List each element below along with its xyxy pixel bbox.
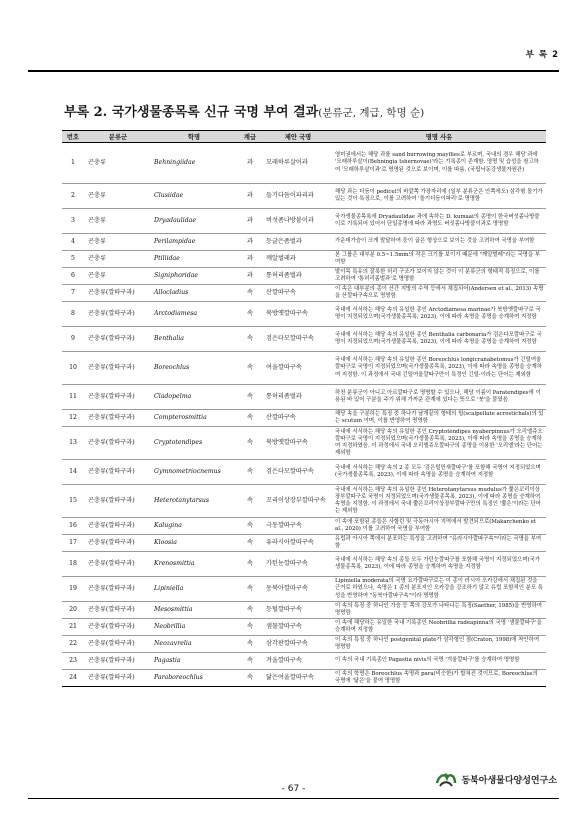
row-reason: 하천 분류군이 아니고 아르깔따구로 명명할 수 있으나, 해당 이름이 Paratendipes에 이용된 바 있어 구분을 주기 위해 가까운 관계에 있다는 뜻으로 '붓'을 붙였음 [332,385,546,410]
row-reason: 국내에 서식하는 해당 속의 유일한 종인 Benthalia carbonaria가 검은다모깔따구로 국명이 지정되었으며(국가생물종목록, 2023), 이에 따라 속명을 종명을 승계하여 지정함 [332,327,546,352]
row-reason: 이 속에 해당하는 유일한 국내 기록종인 Neobrillia radeapinna의 국명 '샘물깔따구'을 승계하여 지정함 [332,619,546,636]
table-row [62,577,546,602]
row-group: 곤충류 [84,184,152,209]
row-rank: 속 [236,460,264,485]
row-number: 22 [62,636,84,653]
row-number: 18 [62,552,84,577]
table-row [62,352,546,385]
table-row [62,670,546,687]
row-group: 곤충류(깔따구과) [84,302,152,327]
row-proposed-name: 유라시아깔따구속 [264,535,332,552]
row-reason: 국내에 서식하는 해당 속의 유일한 종인 Arctodiamesa marinae가 북방옛깔따구로 국명이 지정되었으며(국가생물종목록, 2023), 이에 따라 속명을 종명을 승계하여 지정함 [332,302,546,327]
running-head: 부 록 2 [525,50,559,60]
org-name: 동북아생물다양성연구소 [461,776,557,786]
row-scientific-name: Neobrillia [152,619,236,636]
row-rank: 속 [236,552,264,577]
row-proposed-name: 등글은좀벌과 [264,234,332,251]
row-number: 21 [62,619,84,636]
row-group: 곤충류(깔따구과) [84,535,152,552]
row-proposed-name: 버섯좀나방붙이과 [264,209,332,234]
col-header-reason: 명명 사유 [332,131,546,143]
row-number: 4 [62,234,84,251]
row-reason: 국내에 서식하는 해당 속의 유일한 종인 Boreochlus longicranabetomus가 긴털여울깔따구로 국명이 지정되었으며(국가생물종목록, 2023), 이에 따라 속명을 종명을 승계하여 지정함. 이 과정에서 국내 긴털여울깔따구만이 특정인 긴털-이라는 단어는 제외함 [332,352,546,385]
row-group: 곤충류(깔따구과) [84,602,152,619]
row-scientific-name: Behningiidae [152,143,236,184]
row-group: 곤충류 [84,143,152,184]
row-scientific-name: Kloosia [152,535,236,552]
row-proposed-name: 깨알벌레과 [264,251,332,268]
row-reason: 발이목 특유의 잘록한 허리 구조가 보이지 않는 것이 이 분류군의 형태적 특징으로, 이를 고려하여 '통허리좀벌과'로 명명함 [332,268,546,285]
row-scientific-name: Compterosmittia [152,410,236,427]
table-row [62,234,546,251]
org-logo [435,771,557,788]
row-reason: 이 속에 포함된 종들은 사할린 및 극동아시아 지역에서 발견되므로(Makarchenko et al., 2020) 이를 고려하여 국명을 부여함 [332,518,546,535]
row-rank: 속 [236,619,264,636]
row-group: 곤충류 [84,234,152,251]
row-scientific-name: Heterotanytarsus [152,485,236,518]
row-reason: 가운데가슴이 크게 발달하여 둥이 굽은 형상으로 보이는 것을 고려하여 국명을 부여함 [332,234,546,251]
header-rule [28,70,559,72]
row-rank: 속 [236,352,264,385]
row-reason: 국내에 서식하는 해당 속의 유일한 종인 Heterotanytarsus mudulus가 쭕은꼬리이상장부깔따구로 국명이 지정되었으며(국가생물종목록, 2023), 이에 따라 종명을 승계하여 속명을 지정함. 이 과정에서 국내 쭕은꼬리이상장부깔따구만의 특징인 '쭕은'이라는 단어는 제외함 [332,485,546,518]
row-group: 곤충류(깔따구과) [84,670,152,687]
col-header-scientific-name: 학명 [152,131,236,143]
row-group: 곤충류(깔따구과) [84,285,152,302]
title-sub: (분류군, 계급, 학명 순) [318,107,425,119]
table-row [62,143,546,184]
row-proposed-name: 북방옛깔따구속 [264,427,332,460]
row-scientific-name: Cryptotendipes [152,427,236,460]
row-scientific-name: Boreochlus [152,352,236,385]
row-scientific-name: Allocladius [152,285,236,302]
row-rank: 과 [236,184,264,209]
row-rank: 과 [236,234,264,251]
table-row [62,485,546,518]
table-row [62,268,546,285]
row-scientific-name: Neozavrelia [152,636,236,653]
row-proposed-name: 산깔따구속 [264,285,332,302]
row-group: 곤충류(깔따구과) [84,385,152,410]
col-header-group: 분류군 [84,131,152,143]
table-row [62,251,546,268]
row-rank: 속 [236,535,264,552]
row-number: 15 [62,485,84,518]
row-rank: 속 [236,602,264,619]
col-header-no: 번호 [62,131,84,143]
row-number: 23 [62,653,84,670]
row-reason: 국내에 서식하는 해당 속의 2 종 모두 '검은털민새깔따구'를 포함해 국명이 지정되었으며(국가생물종목록, 2023), 이에 따라 속명을 종명을 승계하여 지정함 [332,460,546,485]
row-proposed-name: 들기다듬이파리과 [264,184,332,209]
row-scientific-name: Mesosmittia [152,602,236,619]
row-group: 곤충류 [84,268,152,285]
row-reason: 이 속의 국내 기록종인 Pagastia nivis의 국명 '겨울깔따구'를 승계하여 명명함 [332,653,546,670]
row-reason: 해당 과는 더듬이 pedicel의 바깥쪽 가장자리에 (일부 분류군은 안쪽에도) 삼각형 돌기가 있는 것이 특징으로, 이를 고려하여 '돌기더듬이파리'로 명명함 [332,184,546,209]
row-reason: 이 속의 특징 중 하나인 가슴 등 쪽의 강모가 나타나는 특징(Saether, 1985)을 반영하여 명명함 [332,602,546,619]
row-rank: 과 [236,209,264,234]
row-group: 곤충류(깔따구과) [84,410,152,427]
table-header-row [62,131,546,143]
row-number: 6 [62,268,84,285]
row-group: 곤충류 [84,209,152,234]
table-row [62,636,546,653]
row-scientific-name: Signiphoridae [152,268,236,285]
row-reason: 국내에 서식하는 해당 속의 유일한 종인 Cryptotendipes nyaberpinnus가 오리엘쥬오깔따구로 국명이 지정되었으며(국가생물종목록, 2023), 이에 따라 속명을 종명을 승계하여 지정하였음. 이 과정에서 국내 오리엘쥬오깔따구의 종명을 이용한 '오리엘'라는 단어는 제외함 [332,427,546,460]
row-proposed-name: 샘물깔따구속 [264,619,332,636]
row-rank: 과 [236,268,264,285]
species-name-table [62,130,546,687]
table-row [62,410,546,427]
table-row [62,427,546,460]
row-scientific-name: Lipiniella [152,577,236,602]
row-scientific-name: Paraboreochlus [152,670,236,687]
row-number: 5 [62,251,84,268]
row-scientific-name: Dryadaulidae [152,209,236,234]
row-rank: 속 [236,427,264,460]
row-number: 16 [62,518,84,535]
row-number: 13 [62,427,84,460]
row-proposed-name: 검은다모깔따구속 [264,327,332,352]
org-emblem-icon [435,771,457,788]
row-group: 곤충류(깔따구과) [84,352,152,385]
row-proposed-name: 꼬리이상장부깔따구속 [264,485,332,518]
table-row [62,302,546,327]
row-number: 11 [62,385,84,410]
row-proposed-name: 북방옛깔따구속 [264,302,332,327]
row-reason: 이 속의 학명은 Boreochlus 속명과 para(비슷한)가 합쳐진 것이므로, Boreochlus의 국명에 '닮은'을 붙여 명명함 [332,670,546,687]
table-row [62,209,546,234]
row-group: 곤충류(깔따구과) [84,552,152,577]
row-group: 곤충류(깔따구과) [84,518,152,535]
row-group: 곤충류(깔따구과) [84,636,152,653]
row-number: 19 [62,577,84,602]
row-group: 곤충류(깔따구과) [84,619,152,636]
row-rank: 과 [236,251,264,268]
row-number: 7 [62,285,84,302]
row-number: 1 [62,143,84,184]
row-group: 곤충류(깔따구과) [84,653,152,670]
row-scientific-name: Kalugina [152,518,236,535]
row-rank: 속 [236,653,264,670]
page-title [64,101,424,120]
col-header-proposed-name: 제안 국명 [264,131,332,143]
table-row [62,385,546,410]
row-number: 2 [62,184,84,209]
col-header-rank: 계급 [236,131,264,143]
table-row [62,460,546,485]
row-proposed-name: 등털깔따구속 [264,602,332,619]
table-row [62,653,546,670]
row-group: 곤충류(깔따구과) [84,485,152,518]
row-number: 12 [62,410,84,427]
row-number: 14 [62,460,84,485]
row-rank: 속 [236,518,264,535]
row-reason: 유럽과 아시아 쪽에서 분포하는 특성을 고려하여 "유라시아깔따구속"이라는 국명을 부여함 [332,535,546,552]
row-group: 곤충류 [84,251,152,268]
row-scientific-name: Benthalia [152,327,236,352]
row-proposed-name: 산깔따구속 [264,410,332,427]
table-row [62,602,546,619]
row-number: 10 [62,352,84,385]
table-row [62,518,546,535]
table-row [62,285,546,302]
row-reason: 국가생물종목록에 Dryadaulidae 과에 속하는 D. kumaai의 종명이 한국버섯좀나방붙이로 기록되어 있어서 단일종명에 따라 과명도 버섯좀나방붙이과로 명명함 [332,209,546,234]
row-scientific-name: Clusiidae [152,184,236,209]
row-scientific-name: Ptiliidae [152,251,236,268]
row-rank: 속 [236,636,264,653]
row-scientific-name: Krenosmittia [152,552,236,577]
row-number: 9 [62,327,84,352]
row-proposed-name: 삼각판깔따구속 [264,636,332,653]
row-proposed-name: 극동깔따구속 [264,518,332,535]
row-scientific-name: Perilampidae [152,234,236,251]
row-group: 곤충류(깔따구과) [84,327,152,352]
row-group: 곤충류(깔따구과) [84,577,152,602]
table-row [62,552,546,577]
row-rank: 속 [236,577,264,602]
row-scientific-name: Pagastia [152,653,236,670]
row-rank: 속 [236,385,264,410]
page-number: - 67 - [281,784,306,794]
row-rank: 과 [236,143,264,184]
row-proposed-name: 겨울깔따구속 [264,653,332,670]
row-number: 20 [62,602,84,619]
row-number: 3 [62,209,84,234]
table-row [62,535,546,552]
row-rank: 속 [236,485,264,518]
row-number: 8 [62,302,84,327]
row-proposed-name: 검은다모깔따구속 [264,460,332,485]
row-number: 24 [62,670,84,687]
row-reason: 본 그룹은 대부분 0.5~1.5mm의 작은 크기를 보이기 때문에 "깨알벌레"라는 국명을 부여함 [332,251,546,268]
row-proposed-name: 가턴눈깔따구속 [264,552,332,577]
row-proposed-name: 통허리좀벌과 [264,385,332,410]
row-proposed-name: 동북아깔따구속 [264,577,332,602]
row-rank: 속 [236,410,264,427]
row-rank: 속 [236,285,264,302]
row-rank: 속 [236,302,264,327]
footer-rule [28,798,559,799]
row-rank: 속 [236,670,264,687]
row-proposed-name: 여울깔따구속 [264,352,332,385]
row-scientific-name: Arctodiamesa [152,302,236,327]
table-row [62,184,546,209]
title-main: 부록 2. 국가생물종목록 신규 국명 부여 결과 [64,105,319,120]
row-reason: 해당 속을 구분하는 특징 중 하나가 날개끝의 형태의 털(scalpellate acrostichals)의 있는 scutum 이며, 이를 반영하여 명명함 [332,410,546,427]
row-proposed-name: 통허리좀벌과 [264,268,332,285]
row-proposed-name: 닮은여울깔따구속 [264,670,332,687]
row-reason: 이 속은 대부분의 종이 산간 지방의 수역 등에서 채집되어(Andersen et al., 2013) 속명을 산깔따구속으로 명명함 [332,285,546,302]
row-reason: 영미권에서는 해당 과를 sand burrowing mayflies로 부르며, 국내의 경우 해당 과에 '모래하루살이(Behningia tshernovae)'라는 기록종이 존재함. 영명 및 습성을 참고하여 '모래하루살이과'로 명명된 것으로 보이며, 이를 따름. (국립낙동강생물자원관) [332,143,546,184]
row-proposed-name: 모래하루살이과 [264,143,332,184]
row-group: 곤충류(깔따구과) [84,460,152,485]
row-scientific-name: Gymnometriocnemus [152,460,236,485]
row-reason: 국내에 서식하는 해당 속의 종들 모두 가턴눈깔따구를 포함해 국명이 지정되었으며(국가생물종목록, 2023), 이에 따라 종명을 승계하여 속명을 지정함 [332,552,546,577]
row-group: 곤충류(깔따구과) [84,427,152,460]
row-reason: Lipiniella moderata의 국명 요가깔따구로는 이 종이 러시아 오카강에서 채집된 것을 근거로 하였으나, 속명은 1 종의 분포지인 오카강을 강조하기 않고 유럽 포함적인 분포 특성을 반영하여 "동북아깔따구속"이라 명명함 [332,577,546,602]
row-number: 17 [62,535,84,552]
row-reason: 이 속의 특징 중 하나인 postgenital plate가 삼각형인 점(Craton, 1998)에 착안하여 명명함 [332,636,546,653]
table-row [62,327,546,352]
table-row [62,619,546,636]
row-scientific-name: Cladopelma [152,385,236,410]
row-rank: 속 [236,327,264,352]
